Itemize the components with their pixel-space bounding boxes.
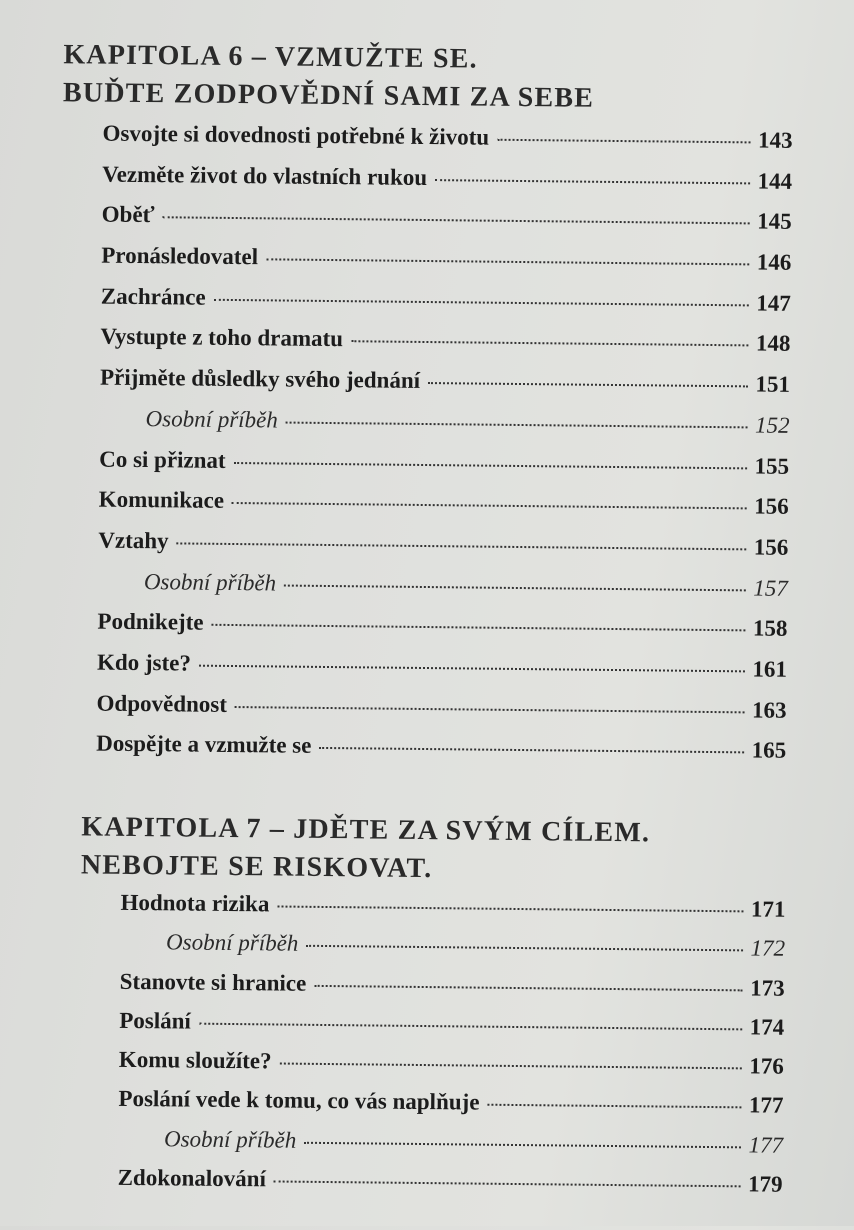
toc-entry — [119, 1047, 784, 1093]
toc-entry — [96, 690, 786, 738]
toc-entry-label: Komunikace — [98, 486, 225, 514]
chapter-6-heading — [63, 36, 595, 118]
dot-leader — [266, 258, 749, 265]
toc-entry — [119, 968, 784, 1014]
toc-entry-label: Přijměte důsledky svého jednání — [99, 364, 421, 394]
toc-entry — [97, 650, 787, 698]
toc-entry — [97, 609, 787, 657]
toc-page-number: 165 — [751, 737, 787, 764]
toc-page-number: 163 — [751, 697, 787, 723]
toc-entry — [99, 446, 789, 494]
toc-page-number: 144 — [757, 168, 793, 194]
toc-subentry — [118, 1126, 783, 1172]
toc-entry-label: Poslání — [119, 1007, 192, 1034]
dot-leader — [199, 665, 745, 673]
dot-leader — [232, 502, 746, 509]
toc-page-number: 179 — [747, 1171, 783, 1197]
toc-entry-label: Vztahy — [98, 527, 169, 554]
toc-entry — [102, 161, 792, 209]
dot-leader — [280, 1063, 742, 1070]
toc-entry — [100, 365, 790, 413]
toc-entry-label: Stanovte si hranice — [119, 968, 307, 996]
toc-entry-label: Pronásledovatel — [101, 242, 259, 270]
toc-page-number: 143 — [757, 127, 793, 153]
toc-page-number: 151 — [755, 371, 791, 397]
dot-leader — [487, 1104, 740, 1109]
toc-entry — [120, 890, 785, 936]
toc-page-number: 177 — [748, 1132, 784, 1158]
toc-entry-label: Kdo jste? — [96, 649, 192, 676]
dot-leader — [235, 706, 744, 713]
dot-leader — [304, 1142, 740, 1149]
toc-entry-label: Osvojte si dovednosti potřebné k životu — [102, 120, 490, 150]
toc-entry — [101, 243, 791, 291]
toc-entry-label: Zachránce — [100, 283, 206, 310]
chapter-7-title-line-2: NEBOJTE SE RISKOVAT. — [80, 849, 433, 885]
toc-entry-label: Poslání vede k tomu, co vás naplňuje — [118, 1086, 480, 1116]
toc-entry — [98, 527, 788, 575]
dot-leader — [497, 139, 750, 144]
dot-leader — [234, 462, 747, 469]
toc-entry-label: Oběť — [101, 201, 155, 228]
toc-entry — [96, 731, 786, 779]
toc-entry-label: Osobní příběh — [143, 568, 277, 596]
toc-page-number: 171 — [750, 896, 786, 922]
toc-page-number: 158 — [752, 615, 788, 642]
dot-leader — [274, 1181, 740, 1188]
dot-leader — [286, 421, 747, 428]
chapter-7-heading — [81, 808, 651, 890]
toc-entry-label: Vystupte z toho dramatu — [100, 324, 344, 352]
toc-entry — [101, 283, 791, 331]
toc-entry-label: Hodnota rizika — [120, 889, 270, 917]
dot-leader — [211, 624, 744, 632]
toc-page-number: 156 — [754, 493, 789, 520]
toc-entry-label: Co si přiznat — [99, 446, 226, 473]
dot-leader — [319, 747, 743, 753]
toc-subentry — [98, 568, 788, 616]
toc-page-number: 152 — [754, 412, 790, 438]
toc-entry-label: Dospějte a vzmužte se — [96, 730, 312, 759]
chapter-6-title-line-2: BUĎTE ZODPOVĚDNÍ SAMI ZA SEBE — [62, 77, 595, 114]
toc-page-number: 172 — [750, 935, 786, 962]
toc-entry — [119, 1008, 784, 1054]
dot-leader — [314, 984, 742, 990]
chapter-6-toc — [96, 121, 793, 779]
dot-leader — [277, 905, 743, 912]
toc-entry — [117, 1165, 782, 1211]
chapter-7-title-line-1: KAPITOLA 7 – JDĚTE ZA SVÝM CÍLEM. — [81, 811, 651, 849]
dot-leader — [199, 1023, 742, 1031]
dot-leader — [214, 299, 749, 307]
toc-page-number: 157 — [753, 575, 788, 601]
chapter-6-title-line-1: KAPITOLA 6 – VZMUŽTE SE. — [63, 39, 478, 75]
chapter-7-toc — [117, 890, 785, 1211]
dot-leader — [428, 382, 747, 387]
toc-page-number: 173 — [750, 975, 785, 1001]
toc-page-number: 148 — [755, 330, 791, 357]
toc-page-number: 177 — [748, 1092, 784, 1119]
toc-entry-label: Osobní příběh — [163, 1126, 297, 1153]
toc-subentry — [120, 929, 785, 975]
toc-entry-label: Zdokonalování — [117, 1164, 267, 1192]
toc-entry — [100, 324, 790, 372]
dot-leader — [306, 945, 742, 952]
dot-leader — [177, 542, 746, 550]
toc-page-number: 147 — [756, 290, 791, 316]
toc-entry — [102, 121, 792, 169]
toc-entry-label: Osobní příběh — [145, 405, 278, 433]
toc-page-number: 146 — [756, 249, 792, 275]
toc-page-number: 161 — [752, 656, 788, 682]
toc-page-number: 156 — [753, 534, 789, 560]
toc-page-number: 174 — [749, 1014, 785, 1040]
toc-entry-label: Komu sloužíte? — [118, 1047, 272, 1074]
dot-leader — [163, 217, 750, 225]
toc-entry — [118, 1086, 783, 1132]
dot-leader — [435, 179, 750, 184]
toc-entry-label: Osobní příběh — [165, 929, 299, 957]
toc-page-number: 155 — [754, 452, 790, 479]
toc-page-number: 145 — [757, 208, 792, 235]
toc-entry-label: Odpovědnost — [96, 690, 228, 717]
toc-subentry — [99, 405, 789, 453]
toc-entry — [101, 202, 791, 250]
toc-page-number: 176 — [749, 1053, 784, 1079]
dot-leader — [284, 584, 745, 591]
dot-leader — [351, 341, 748, 347]
toc-entry-label: Vezměte život do vlastních rukou — [102, 161, 428, 190]
toc-entry-label: Podnikejte — [97, 608, 204, 635]
toc-entry — [98, 487, 788, 535]
